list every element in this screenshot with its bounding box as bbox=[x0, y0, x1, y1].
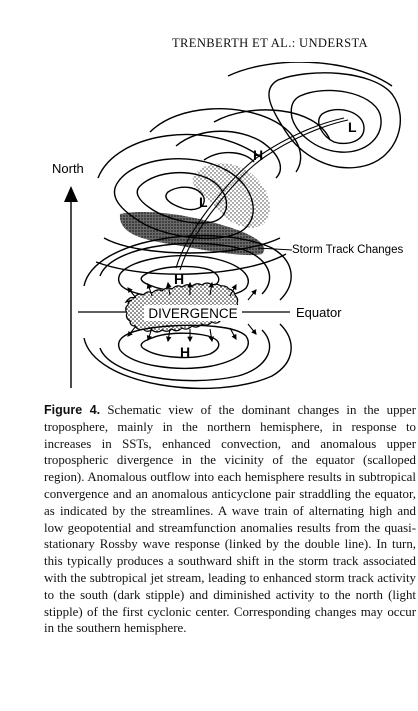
running-head: TRENBERTH ET AL.: UNDERSTA bbox=[172, 36, 369, 50]
high-label-north: H bbox=[253, 147, 264, 163]
figure-caption-text: Schematic view of the dominant changes in the upper troposphere, mainly in the northern hemisphere, in response to increases in SSTs, enhanced convection, and anomalous upper tropospheric divergence in the vicinity of the equator (scalloped region). Anomalous outflow into each hemisphere results in subtropical convergence and an anomalous anticyclone pair straddling the equator, as indicated by the streamlines. A wave train of alternating high and low geopotential and streamfunction anomalies results from the quasi-stationary Rossby wave response (linked by the double line). In turn, this typically produces a southward shift in the storm track associated with the subtropical jet stream, leading to enhanced storm track activity to the south (dark stipple) and diminished activity to the north (light stipple) of the first cyclonic center. Corresponding changes may occur in the southern hemisphere. bbox=[44, 403, 416, 636]
storm-track-label: Storm Track Changes bbox=[292, 244, 404, 256]
low-label-center: L bbox=[199, 194, 208, 210]
north-axis bbox=[64, 186, 78, 388]
north-label: North bbox=[52, 161, 84, 176]
high-label-anticyclone-north: H bbox=[174, 271, 185, 287]
figure-caption bbox=[44, 402, 416, 637]
figure-schematic bbox=[0, 62, 418, 398]
equator-label: Equator bbox=[296, 305, 342, 320]
north-axis-arrowhead bbox=[64, 186, 78, 202]
high-label-anticyclone-south: H bbox=[180, 344, 191, 360]
divergence-label: DIVERGENCE bbox=[148, 306, 238, 321]
figure-caption-label: Figure 4. bbox=[44, 403, 101, 417]
low-label-northeast: L bbox=[348, 119, 357, 135]
schematic-diagram bbox=[0, 62, 418, 398]
